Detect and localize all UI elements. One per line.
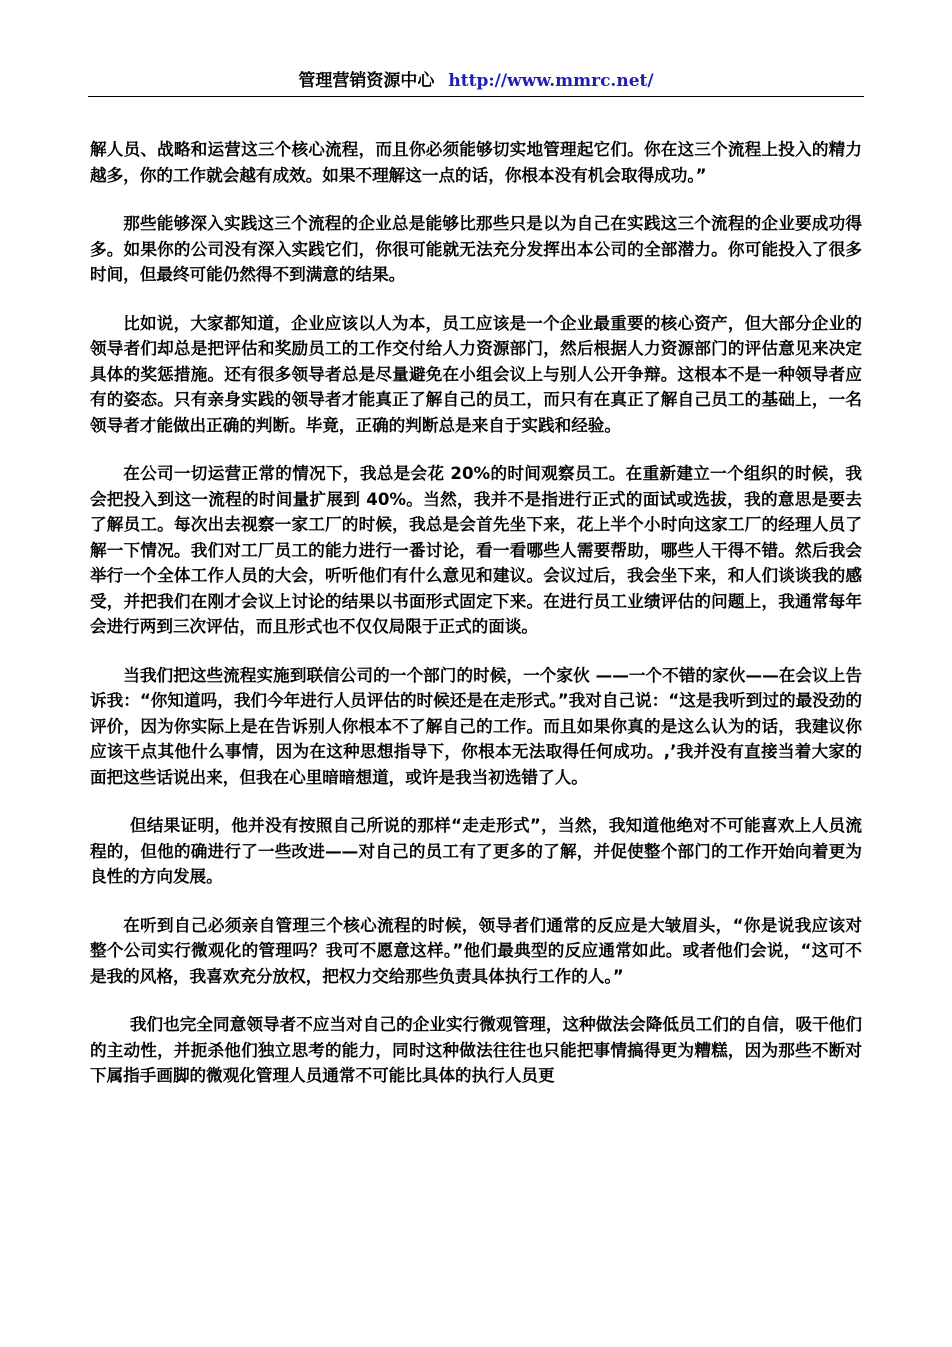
paragraph-7: 在听到自己必须亲自管理三个核心流程的时候，领导者们通常的反应是大皱眉头，“你是说我应该对整个公司实行微观化的管理吗？我可不愿意这样。”他们最典型的反应通常如此。或者他们会说，“这可不是我的风格，我喜欢充分放权，把权力交给那些负责具体执行工作的人。” [90,915,862,986]
header-title: 管理营销资源中心 [298,71,435,91]
document-body [90,137,862,1089]
header-url-link[interactable]: http://www.mmrc.net/ [448,71,654,91]
header-divider [88,96,864,97]
paragraph-5: 当我们把这些流程实施到联信公司的一个部门的时候，一个家伙 ——一个不错的家伙——在会议上告诉我：“你知道吗，我们今年进行人员评估的时候还是在走形式。”我对自己说：“这是我听到过的最没劲的评价，因为你实际上是在告诉别人你根本不了解自己的工作。而且如果你真的是这么认为的话，我建议你应该干点其他什么事情，因为在这种思想指导下，你根本无法取得任何成功。,’我并没有直接当着大家的面把这些话说出来，但我在心里暗暗想道，或许是我当初选错了人。 [90,665,862,787]
paragraph-2: 那些能够深入实践这三个流程的企业总是能够比那些只是以为自己在实践这三个流程的企业要成功得多。如果你的公司没有深入实践它们，你很可能就无法充分发挥出本公司的全部潜力。你可能投入了很多时间，但最终可能仍然得不到满意的结果。 [90,214,862,284]
paragraph-8: 我们也完全同意领导者不应当对自己的企业实行微观管理，这种做法会降低员工们的自信，吸干他们的主动性，并扼杀他们独立思考的能力，同时这种做法往往也只能把事情搞得更为糟糕，因为那些不断对下属指手画脚的微观化管理人员通常不可能比具体的执行人员更 [90,1015,862,1085]
paragraph-4: 在公司一切运营正常的情况下，我总是会花 20%的时间观察员工。在重新建立一个组织的时候，我会把投入到这一流程的时间量扩展到 40%。当然，我并不是指进行正式的面试或选拔，我的意思是要去了解员工。每次出去视察一家工厂的时候，我总是会首先坐下来，花上半个小时向这家工厂的经理人员了解一下情况。我们对工厂员工的能力进行一番讨论，看一看哪些人需要帮助，哪些人干得不错。然后我会举行一个全体工作人员的大会，听听他们有什么意见和建议。会议过后，我会坐下来，和人们谈谈我的感受，并把我们在刚才会议上讨论的结果以书面形式固定下来。在进行员工业绩评估的问题上，我通常每年会进行两到三次评估，而且形式也不仅仅局限于正式的面谈。 [90,464,862,636]
paragraph-6: 但结果证明，他并没有按照自己所说的那样“走走形式”，当然，我知道他绝对不可能喜欢上人员流程的，但他的确进行了一些改进——对自己的员工有了更多的了解，并促使整个部门的工作开始向着更为良性的方向发展。 [90,816,862,886]
page-header [88,66,864,96]
paragraph-3: 比如说，大家都知道，企业应该以人为本，员工应该是一个企业最重要的核心资产，但大部分企业的领导者们却总是把评估和奖励员工的工作交付给人力资源部门，然后根据人力资源部门的评估意见来决定具体的奖惩措施。还有很多领导者总是尽量避免在小组会议上与别人公开争辩。这根本不是一种领导者应有的姿态。只有亲身实践的领导者才能真正了解自己的员工，而只有在真正了解自己员工的基础上，一名领导者才能做出正确的判断。毕竟，正确的判断总是来自于实践和经验。 [90,313,862,435]
paragraph-1: 解人员、战略和运营这三个核心流程，而且你必须能够切实地管理起它们。你在这三个流程上投入的精力越多，你的工作就会越有成效。如果不理解这一点的话，你根本没有机会取得成功。” [90,140,862,185]
